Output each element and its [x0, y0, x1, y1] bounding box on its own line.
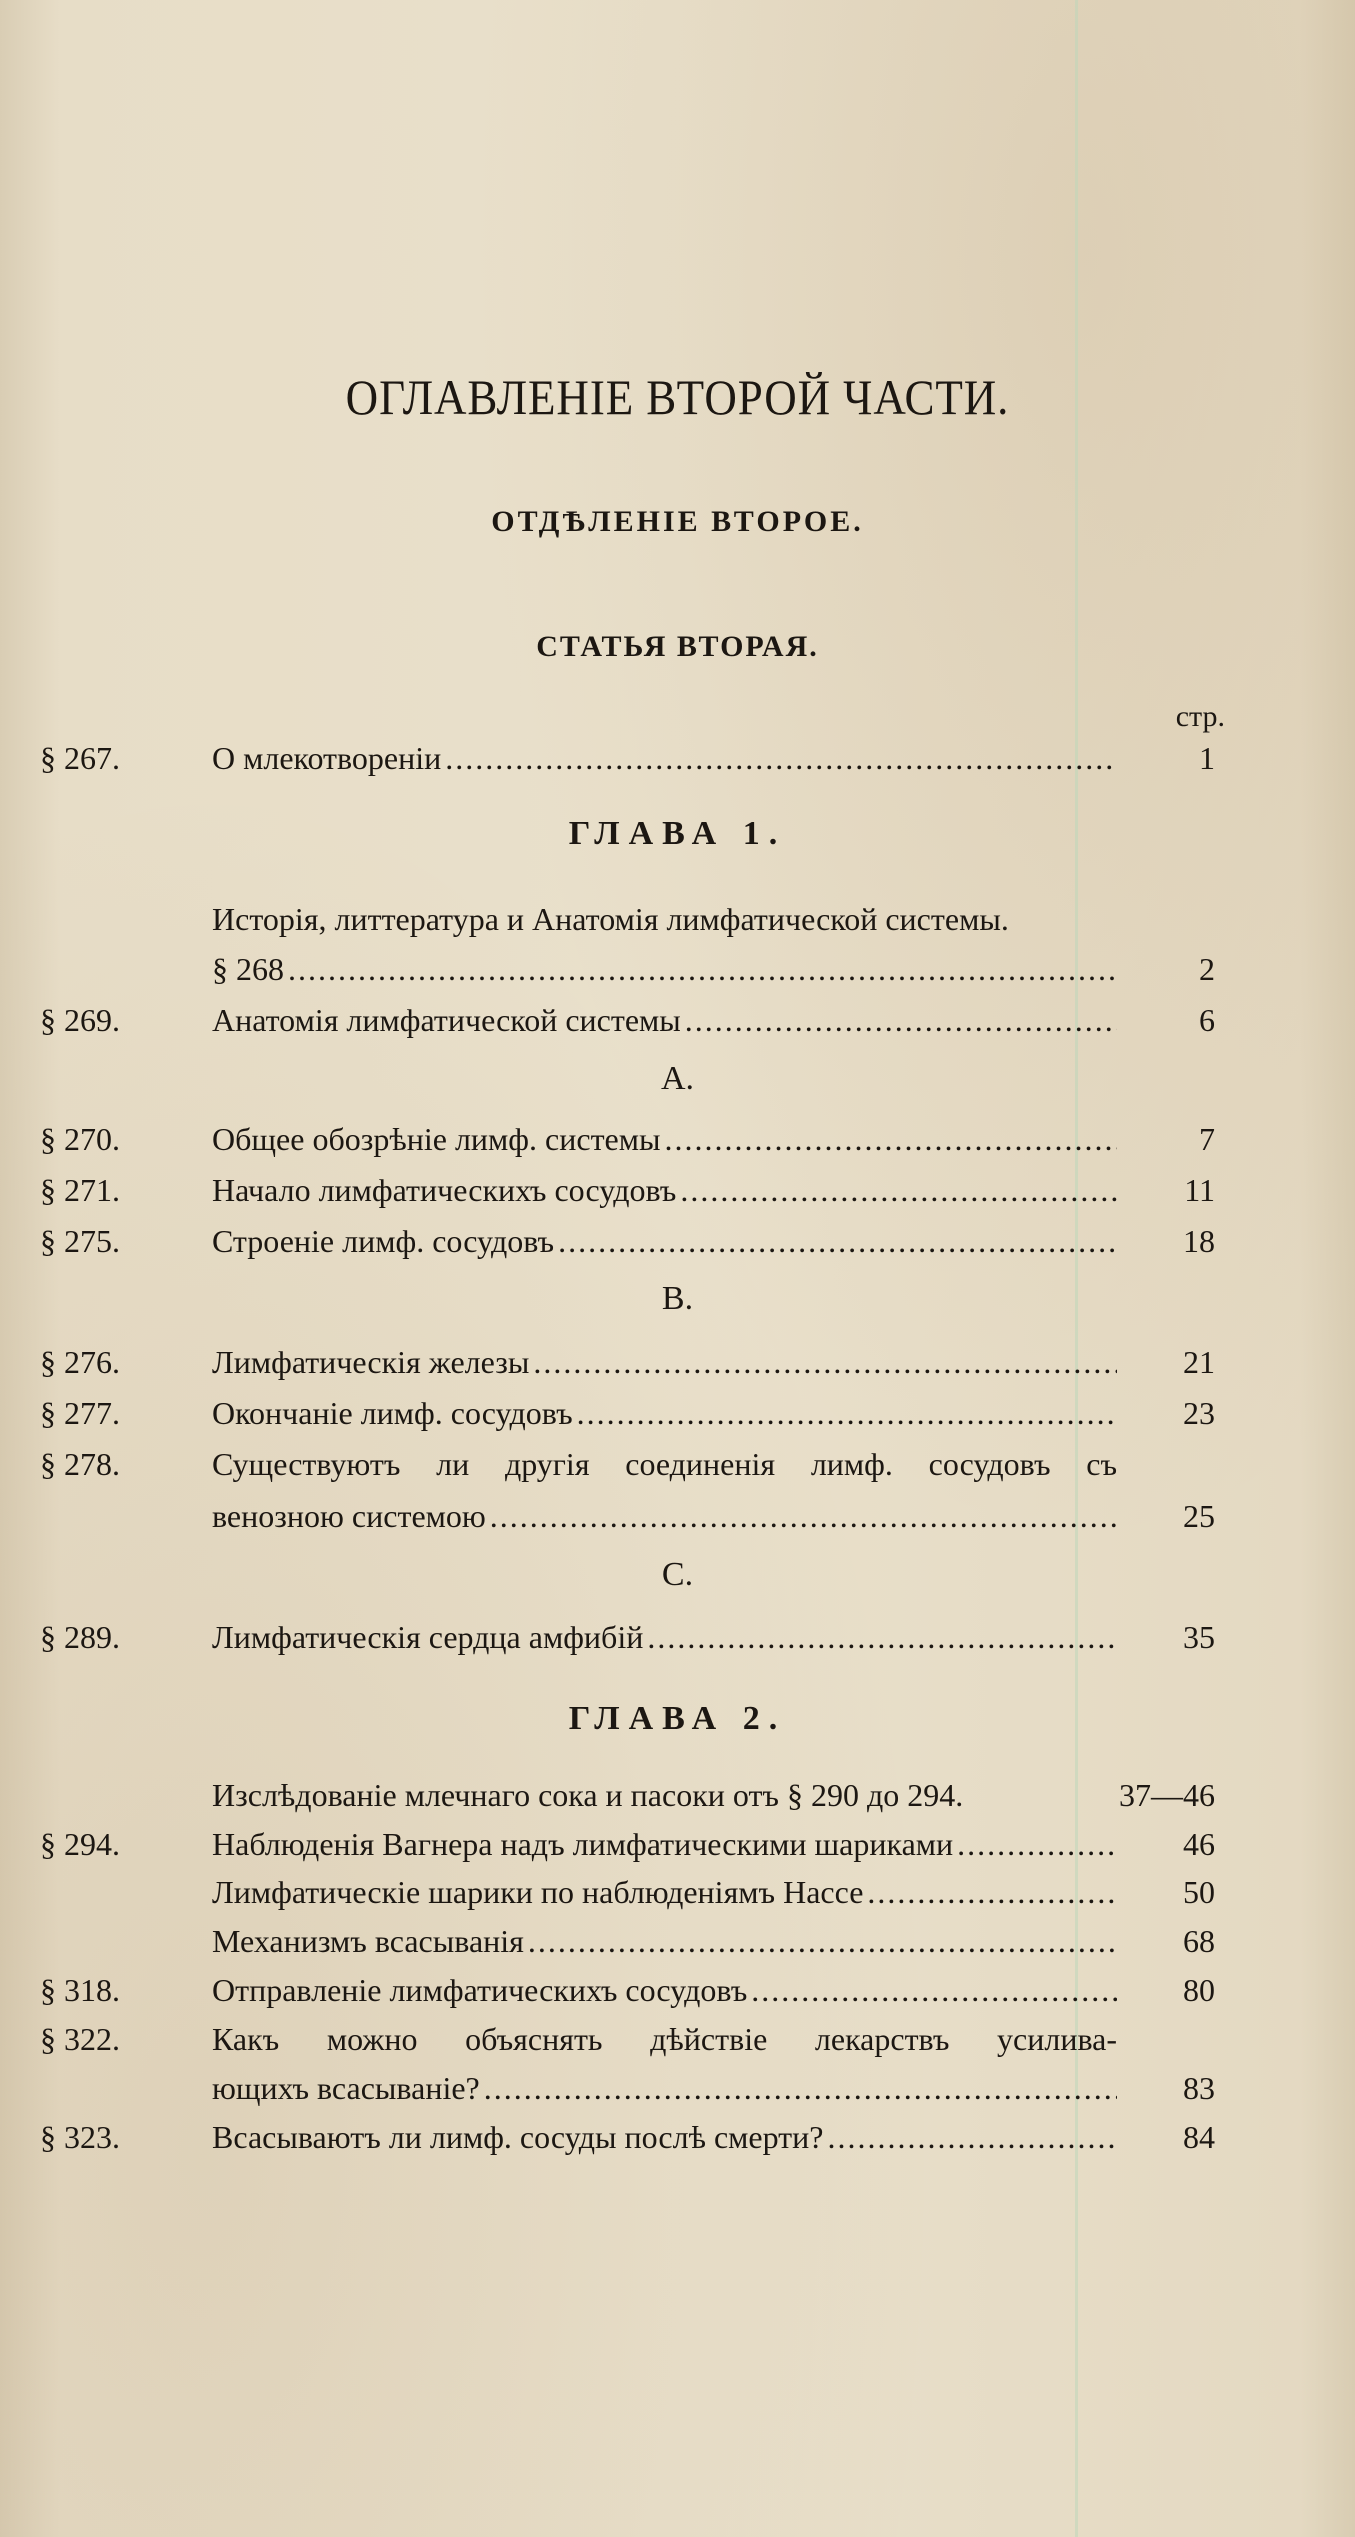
- page-number: 1: [1199, 740, 1215, 776]
- entry-title: Строеніе лимф. сосудовъ: [212, 1223, 555, 1259]
- entry-title: Отправленіе лимфатическихъ сосудовъ: [212, 1972, 748, 2008]
- section-number: § 276.: [40, 1344, 120, 1380]
- leader-dots: [288, 947, 1117, 991]
- section-number: § 275.: [40, 1223, 120, 1259]
- section-number: § 269.: [40, 1002, 120, 1038]
- leader-dots: [680, 1168, 1117, 1212]
- page-number: 2: [1199, 951, 1215, 987]
- subsection-heading-b: B.: [661, 1280, 694, 1317]
- page-number: 68: [1183, 1923, 1215, 1959]
- toc-entry: [0, 2066, 1355, 2110]
- division-heading: ОТДѢЛЕНІЕ ВТОРОЕ.: [491, 505, 864, 538]
- entry-title: Наблюденія Вагнера надъ лимфатическими шариками: [212, 1826, 954, 1862]
- page-title: ОГЛАВЛЕНІЕ ВТОРОЙ ЧАСТИ.: [345, 369, 1010, 425]
- page-number: 83: [1183, 2070, 1215, 2106]
- page-number: 35: [1183, 1619, 1215, 1655]
- leader-dots: [558, 1219, 1117, 1263]
- toc-entry: [0, 2115, 1355, 2159]
- leader-dots: [867, 1870, 1117, 1914]
- page-number: 23: [1183, 1395, 1215, 1431]
- page-number: 18: [1183, 1223, 1215, 1259]
- entry-title: Механизмъ всасыванія: [212, 1923, 524, 1959]
- entry-title: венозною системою: [212, 1498, 486, 1534]
- entry-title: Окончаніе лимф. сосудовъ: [212, 1395, 573, 1431]
- entry-title: Лимфатическіе шарики по наблюденіямъ Нассе: [212, 1874, 864, 1910]
- entry-title: Общее обозрѣніе лимф. системы: [212, 1121, 661, 1157]
- article-heading: СТАТЬЯ ВТОРАЯ.: [536, 630, 819, 663]
- leader-dots: [665, 1117, 1118, 1161]
- page-number: 25: [1183, 1498, 1215, 1534]
- leader-dots: [445, 736, 1117, 780]
- page-number: 37—46: [1119, 1777, 1215, 1813]
- section-number: § 318.: [40, 1972, 120, 2008]
- section-number: § 271.: [40, 1172, 120, 1208]
- toc-entry: [0, 1773, 1355, 1817]
- page-number: 84: [1183, 2119, 1215, 2155]
- entry-title: Лимфатическія сердца амфибій: [212, 1619, 644, 1655]
- toc-entry: [0, 1919, 1355, 1963]
- toc-entry: [0, 897, 1355, 941]
- toc-entry: [0, 1870, 1355, 1914]
- subsection-heading-a: A.: [660, 1060, 695, 1097]
- section-number: § 294.: [40, 1826, 120, 1862]
- page-number: 50: [1183, 1874, 1215, 1910]
- toc-entry: [0, 736, 1355, 780]
- page-number: 46: [1183, 1826, 1215, 1862]
- section-number: § 270.: [40, 1121, 120, 1157]
- leader-dots: [533, 1340, 1117, 1384]
- leader-dots: [490, 1494, 1117, 1538]
- toc-entry: [0, 1968, 1355, 2012]
- entry-title: ющихъ всасываніе?: [212, 2070, 480, 2106]
- page-number: 7: [1199, 1121, 1215, 1157]
- toc-entry: [0, 1219, 1355, 1263]
- section-number: § 278.: [40, 1446, 120, 1482]
- toc-entry: [0, 1615, 1355, 1659]
- toc-entry: [0, 1340, 1355, 1384]
- page-number: 21: [1183, 1344, 1215, 1380]
- leader-dots: [957, 1822, 1117, 1866]
- toc-entry: [0, 1117, 1355, 1161]
- leader-dots: [827, 2115, 1117, 2159]
- toc-entry: [0, 1168, 1355, 1212]
- entry-title: Исторія, литтература и Анатомія лимфатической системы.: [212, 901, 1009, 937]
- toc-entry: [0, 1391, 1355, 1435]
- toc-entry: [0, 1822, 1355, 1866]
- leader-dots: [751, 1968, 1117, 2012]
- toc-entry: [0, 998, 1355, 1042]
- leader-dots: [484, 2066, 1117, 2110]
- page-number: 6: [1199, 1002, 1215, 1038]
- page-column-header: стр.: [1175, 700, 1225, 733]
- entry-title: Анатомія лимфатической системы: [212, 1002, 681, 1038]
- entry-title: Лимфатическія железы: [212, 1344, 530, 1380]
- section-number: § 322.: [40, 2021, 120, 2057]
- toc-entry: [0, 2017, 1355, 2061]
- entry-title: § 268: [212, 951, 284, 987]
- leader-dots: [528, 1919, 1117, 1963]
- toc-entry: [0, 947, 1355, 991]
- section-number: § 277.: [40, 1395, 120, 1431]
- entry-title: Всасываютъ ли лимф. сосуды послѣ смерти?: [212, 2119, 824, 2155]
- section-number: § 323.: [40, 2119, 120, 2155]
- toc-entry: [0, 1442, 1355, 1486]
- page-number: 80: [1183, 1972, 1215, 2008]
- entry-title: Начало лимфатическихъ сосудовъ: [212, 1172, 677, 1208]
- chapter-heading-2: ГЛАВА 2.: [568, 1700, 787, 1737]
- leader-dots: [647, 1615, 1117, 1659]
- chapter-heading-1: ГЛАВА 1.: [568, 815, 787, 852]
- entry-title: О млекотвореніи: [212, 740, 442, 776]
- section-number: § 267.: [40, 740, 120, 776]
- entry-title: Изслѣдованіе млечнаго сока и пасоки отъ § 290 до 294.: [212, 1777, 964, 1813]
- leader-dots: [685, 998, 1117, 1042]
- entry-title: Какъ можно объяснять дѣйствіе лекарствъ усилива-: [212, 2021, 1117, 2057]
- toc-entry: [0, 1494, 1355, 1538]
- page-number: 11: [1184, 1172, 1215, 1208]
- section-number: § 289.: [40, 1619, 120, 1655]
- entry-title: Существуютъ ли другія соединенія лимф. сосудовъ съ: [212, 1446, 1117, 1482]
- leader-dots: [577, 1391, 1117, 1435]
- subsection-heading-c: C.: [661, 1556, 694, 1593]
